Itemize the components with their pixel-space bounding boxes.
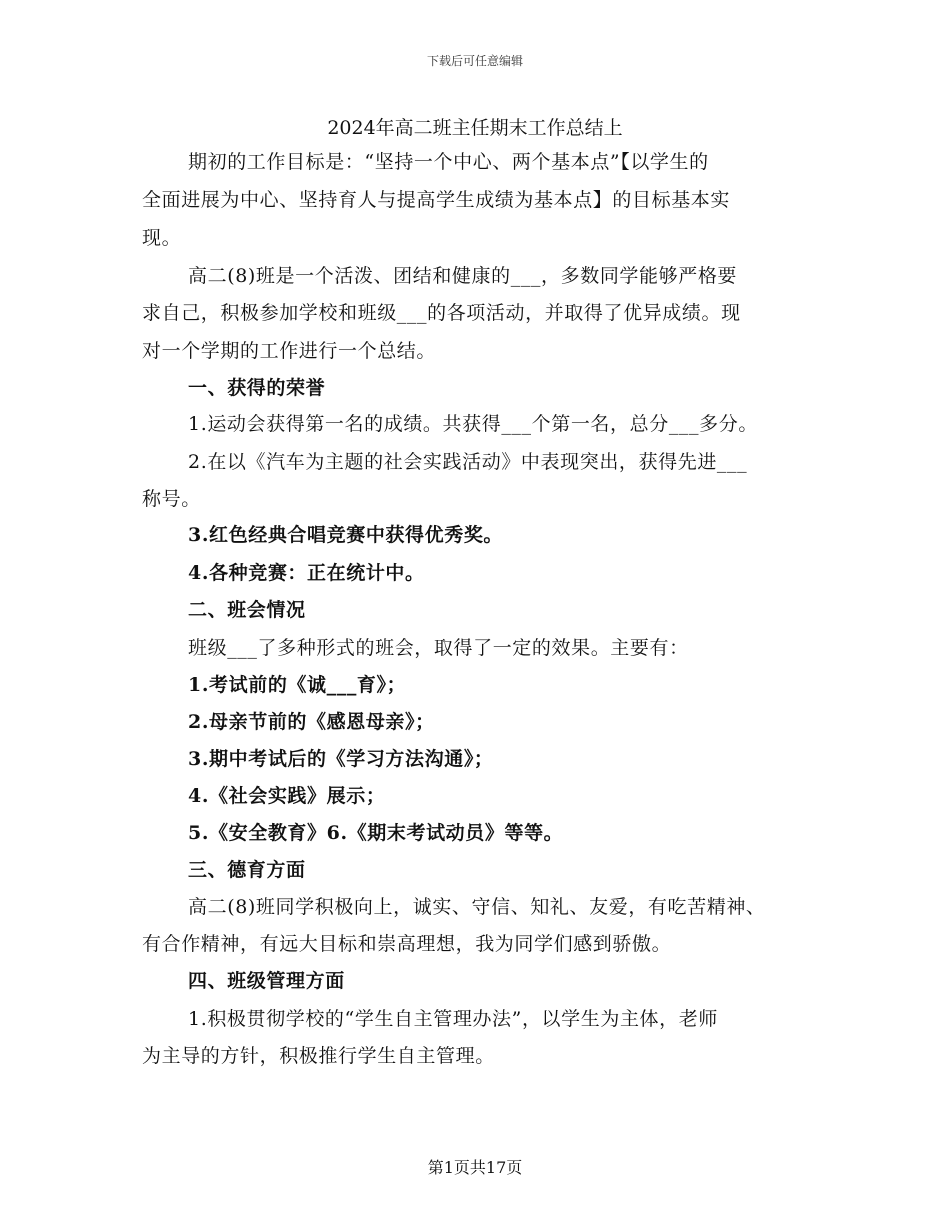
section-heading: 三、德育方面 [188, 859, 306, 881]
paragraph-line: 求自己，积极参加学校和班级___的各项活动，并取得了优异成绩。现 [142, 302, 741, 324]
list-item: 3.期中考试后的《学习方法沟通》； [188, 748, 494, 770]
list-item: 4.《社会实践》展示； [188, 785, 386, 807]
page-number: 第1页共17页 [427, 1158, 523, 1177]
paragraph-line: 为主导的方针，积极推行学生自主管理。 [142, 1045, 495, 1067]
document-title: 2024年高二班主任期末工作总结上 [327, 117, 623, 139]
list-item: 1.考试前的《诚___育》； [188, 674, 407, 696]
paragraph-line: 称号。 [142, 488, 201, 510]
list-item: 5.《安全教育》6.《期末考试动员》等等。 [188, 822, 564, 844]
list-item: 2.在以《汽车为主题的社会实践活动》中表现突出，获得先进___ [188, 451, 748, 473]
paragraph-line: 对一个学期的工作进行一个总结。 [142, 340, 437, 362]
section-heading: 一、获得的荣誉 [188, 377, 326, 399]
list-item: 2.母亲节前的《感恩母亲》； [188, 711, 435, 733]
paragraph-line: 全面进展为中心、坚持育人与提高学生成绩为基本点】的目标基本实 [142, 189, 731, 211]
list-item: 3.红色经典合唱竞赛中获得优秀奖。 [188, 524, 504, 546]
list-item: 1.运动会获得第一名的成绩。共获得___个第一名，总分___多分。 [188, 413, 758, 435]
list-item: 4.各种竞赛：正在统计中。 [188, 562, 425, 584]
paragraph-line: 现。 [142, 227, 182, 249]
paragraph-line: 班级___了多种形式的班会，取得了一定的效果。主要有： [188, 637, 689, 659]
section-heading: 二、班会情况 [188, 599, 306, 621]
paragraph-line: 高二(8)班是一个活泼、团结和健康的___，多数同学能够严格要 [188, 265, 738, 287]
page-header-note: 下载后可任意编辑 [426, 54, 523, 68]
paragraph-line: 高二(8)班同学积极向上，诚实、守信、知礼、友爱，有吃苦精神、 [188, 896, 766, 918]
list-item: 1.积极贯彻学校的“学生自主管理办法”，以学生为主体，老师 [188, 1008, 718, 1030]
section-heading: 四、班级管理方面 [188, 970, 345, 992]
paragraph-line: 有合作精神，有远大目标和崇高理想，我为同学们感到骄傲。 [142, 933, 672, 955]
paragraph-line: 期初的工作目标是：“坚持一个中心、两个基本点”【以学生的 [188, 151, 709, 173]
